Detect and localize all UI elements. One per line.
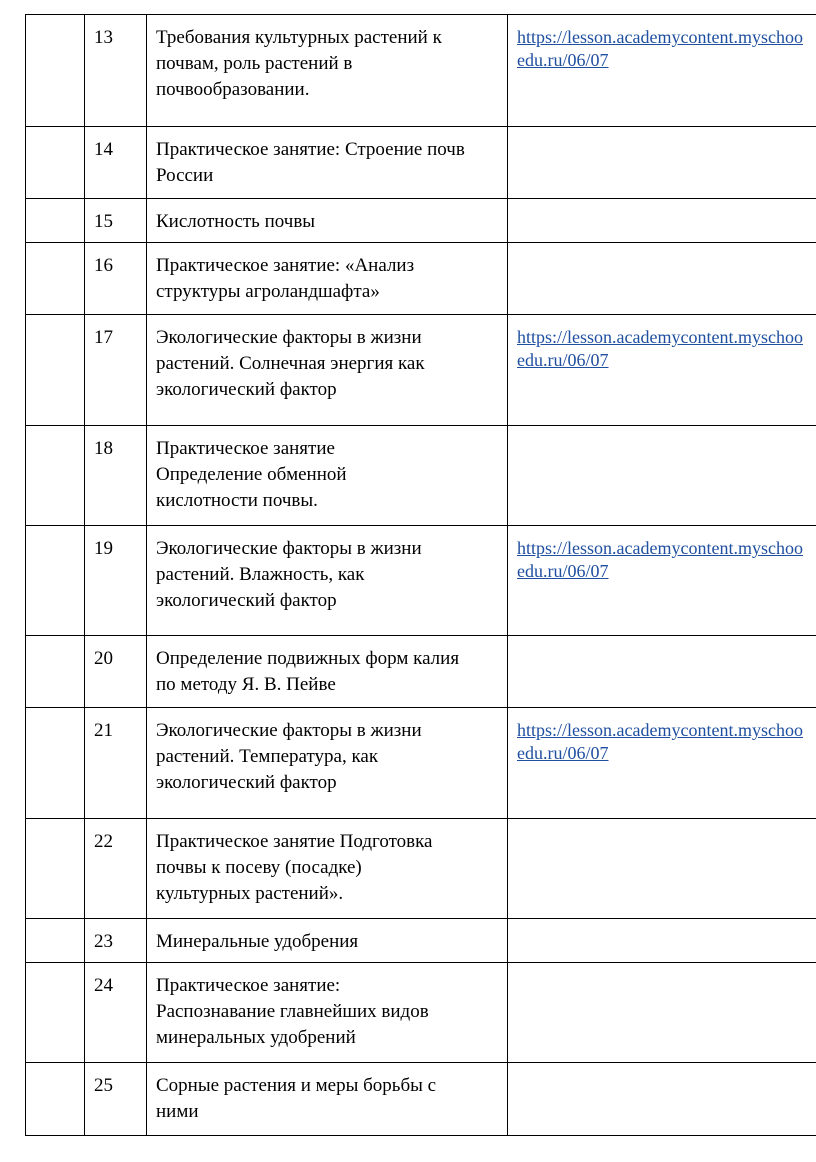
resource-link[interactable]: https://lesson.academycontent.myschoo [517, 27, 803, 47]
blank-cell [26, 636, 85, 708]
lesson-topic-line: Экологические факторы в жизни [156, 327, 422, 348]
lesson-topic-line: по методу Я. В. Пейве [156, 674, 336, 695]
lesson-topic-line: экологический фактор [156, 772, 337, 793]
blank-cell [26, 315, 85, 426]
lesson-topic-line: Практическое занятие: Строение почв [156, 139, 465, 160]
lesson-number: 17 [94, 327, 113, 348]
table-row [26, 243, 816, 315]
lesson-topic-cell [147, 526, 508, 636]
blank-cell [26, 963, 85, 1063]
blank-cell [26, 426, 85, 526]
table-row [26, 199, 816, 243]
lesson-number: 18 [94, 438, 113, 459]
resource-cell [508, 963, 816, 1063]
lesson-topic-line: Экологические факторы в жизни [156, 720, 422, 741]
lesson-topic-line: Требования культурных растений к [156, 27, 442, 48]
lesson-number: 14 [94, 139, 113, 160]
lesson-topic-line: экологический фактор [156, 590, 337, 611]
lesson-number: 25 [94, 1075, 113, 1096]
lesson-number: 20 [94, 648, 113, 669]
lesson-number-cell [85, 636, 147, 708]
lesson-topic-line: Кислотность почвы [156, 211, 316, 232]
blank-cell [26, 199, 85, 243]
table-row [26, 526, 816, 636]
lesson-topic-cell [147, 199, 508, 243]
lesson-topic-line: Практическое занятие Подготовка [156, 831, 433, 852]
lesson-topic-line: Распознавание главнейших видов [156, 1001, 429, 1022]
lesson-topic-line: Практическое занятие: «Анализ [156, 255, 415, 276]
resource-cell [508, 636, 816, 708]
lesson-number: 15 [94, 211, 113, 232]
lesson-topic-line: почвы к посеву (посадке) [156, 857, 362, 878]
lesson-plan-table [25, 14, 816, 1136]
blank-cell [26, 526, 85, 636]
resource-link[interactable]: https://lesson.academycontent.myschoo [517, 327, 803, 347]
table-row [26, 708, 816, 819]
resource-link[interactable]: edu.ru/06/07 [517, 350, 609, 370]
lesson-topic-line: ними [156, 1101, 199, 1122]
resource-cell [508, 919, 816, 963]
resource-link[interactable]: edu.ru/06/07 [517, 561, 609, 581]
lesson-topic-line: России [156, 165, 214, 186]
lesson-topic-line: Экологические факторы в жизни [156, 538, 422, 559]
resource-link[interactable]: https://lesson.academycontent.myschoo [517, 720, 803, 740]
lesson-topic-line: минеральных удобрений [156, 1027, 356, 1048]
lesson-number-cell [85, 526, 147, 636]
resource-cell [508, 526, 816, 636]
lesson-topic-cell [147, 315, 508, 426]
lesson-number-cell [85, 15, 147, 127]
blank-cell [26, 819, 85, 919]
resource-cell [508, 127, 816, 199]
lesson-topic-cell [147, 127, 508, 199]
lesson-number-cell [85, 243, 147, 315]
lesson-topic-line: почвам, роль растений в [156, 53, 353, 74]
lesson-number-cell [85, 127, 147, 199]
blank-cell [26, 1063, 85, 1136]
table-row [26, 1063, 816, 1136]
lesson-topic-line: структуры агроландшафта» [156, 281, 380, 302]
lesson-topic-cell [147, 426, 508, 526]
lesson-number-cell [85, 708, 147, 819]
resource-cell [508, 15, 816, 127]
lesson-topic-cell [147, 15, 508, 127]
table-row [26, 963, 816, 1063]
resource-link[interactable]: https://lesson.academycontent.myschoo [517, 538, 803, 558]
lesson-topic-line: растений. Влажность, как [156, 564, 365, 585]
lesson-number-cell [85, 919, 147, 963]
lesson-topic-line: кислотности почвы. [156, 490, 318, 511]
lesson-number: 21 [94, 720, 113, 741]
lesson-number-cell [85, 315, 147, 426]
resource-cell [508, 315, 816, 426]
blank-cell [26, 127, 85, 199]
table-row [26, 15, 816, 127]
resource-cell [508, 199, 816, 243]
table-row [26, 426, 816, 526]
lesson-number: 23 [94, 931, 113, 952]
lesson-number: 24 [94, 975, 113, 996]
lesson-topic-line: Сорные растения и меры борьбы с [156, 1075, 437, 1096]
blank-cell [26, 243, 85, 315]
lesson-number-cell [85, 426, 147, 526]
table-row [26, 919, 816, 963]
lesson-topic-line: Определение обменной [156, 464, 347, 485]
lesson-topic-cell [147, 819, 508, 919]
blank-cell [26, 708, 85, 819]
table-row [26, 819, 816, 919]
blank-cell [26, 919, 85, 963]
resource-link[interactable]: edu.ru/06/07 [517, 743, 609, 763]
lesson-number-cell [85, 1063, 147, 1136]
lesson-number: 19 [94, 538, 113, 559]
lesson-topic-cell [147, 963, 508, 1063]
lesson-topic-line: культурных растений». [156, 883, 344, 904]
lesson-topic-line: растений. Температура, как [156, 746, 379, 767]
lesson-number: 16 [94, 255, 113, 276]
lesson-topic-cell [147, 708, 508, 819]
lesson-topic-line: Минеральные удобрения [156, 931, 359, 952]
lesson-topic-cell [147, 919, 508, 963]
lesson-topic-line: экологический фактор [156, 379, 337, 400]
lesson-topic-line: Определение подвижных форм калия [156, 648, 460, 669]
resource-link[interactable]: edu.ru/06/07 [517, 50, 609, 70]
resource-cell [508, 819, 816, 919]
lesson-topic-cell [147, 1063, 508, 1136]
resource-cell [508, 708, 816, 819]
resource-cell [508, 426, 816, 526]
lesson-topic-line: Практическое занятие: [156, 975, 341, 996]
lesson-topic-line: почвообразовании. [156, 79, 310, 100]
resource-cell [508, 243, 816, 315]
lesson-number: 22 [94, 831, 113, 852]
lesson-number: 13 [94, 27, 113, 48]
blank-cell [26, 15, 85, 127]
table-row [26, 127, 816, 199]
table-row [26, 636, 816, 708]
table-row [26, 315, 816, 426]
lesson-topic-cell [147, 243, 508, 315]
lesson-number-cell [85, 819, 147, 919]
lesson-topic-line: растений. Солнечная энергия как [156, 353, 425, 374]
lesson-number-cell [85, 199, 147, 243]
lesson-topic-line: Практическое занятие [156, 438, 335, 459]
lesson-number-cell [85, 963, 147, 1063]
resource-cell [508, 1063, 816, 1136]
lesson-topic-cell [147, 636, 508, 708]
